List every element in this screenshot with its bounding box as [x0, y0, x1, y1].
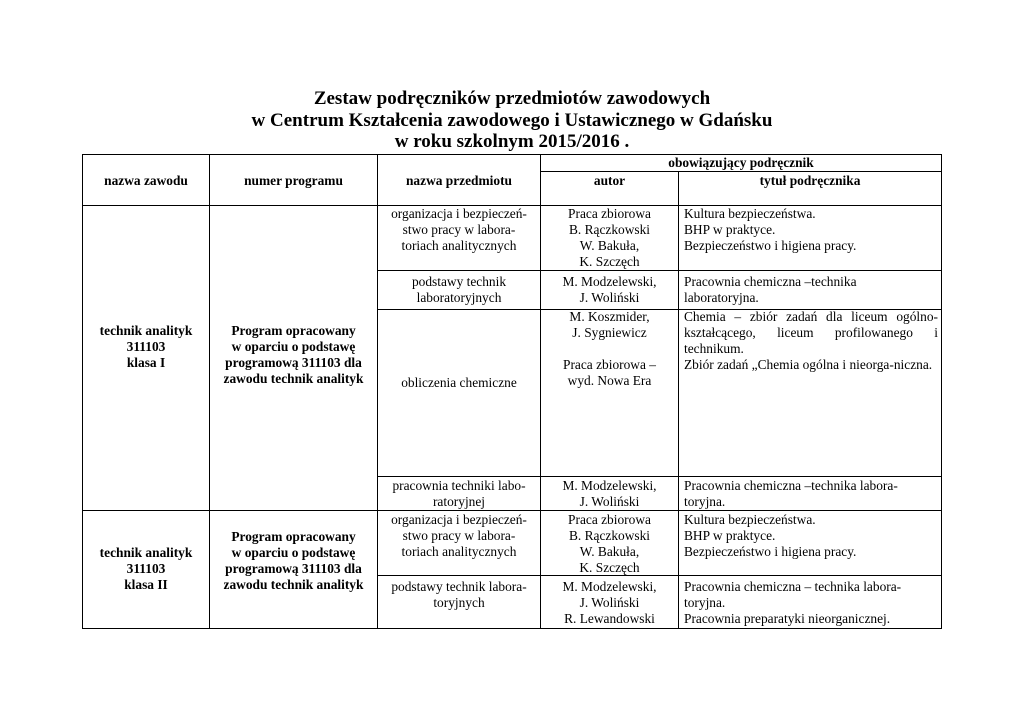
document-title-line-3: w roku szkolnym 2015/2016 . — [394, 131, 630, 152]
textbook-title-cell: Chemia – zbiór zadań dla liceum ogólno-kształcącego, liceum profilowanego i technikum. Zbiór zadań „Chemia ogólna i nieorga-niczna. — [684, 309, 938, 372]
subject-cell: pracownia techniki labo- ratoryjnej — [392, 478, 526, 509]
grid-line — [941, 154, 942, 629]
header-author: autor — [593, 173, 626, 188]
author-cell: Praca zbiorowa B. Rączkowski W. Bakuła, K. Szczęch — [568, 512, 651, 575]
textbook-title-cell: Kultura bezpieczeństwa. BHP w praktyce. Bezpieczeństwo i higiena pracy. — [684, 512, 857, 559]
author-cell: M. Modzelewski, J. Woliński — [562, 274, 657, 305]
subject-cell: organizacja i bezpieczeń- stwo pracy w labora- toriach analitycznych — [391, 512, 527, 559]
subject-cell: podstawy technik laboratoryjnych — [411, 274, 507, 305]
grid-line — [82, 510, 942, 511]
grid-line — [678, 171, 679, 629]
textbook-title-cell: Pracownia chemiczna – technika labora- toryjna. Pracownia preparatyki nieorganicznej. — [684, 579, 902, 626]
grid-line — [377, 476, 942, 477]
header-subject: nazwa przedmiotu — [405, 173, 512, 188]
subject-cell: podstawy technik labora- toryjnych — [391, 579, 527, 610]
document-title-line-1: Zestaw podręczników przedmiotów zawodowych — [313, 88, 711, 109]
subject-cell: obliczenia chemiczne — [401, 375, 517, 390]
author-cell: M. Modzelewski, J. Woliński R. Lewandowski — [562, 579, 657, 626]
author-cell: Praca zbiorowa B. Rączkowski W. Bakuła, K. Szczęch — [568, 206, 651, 269]
grid-line — [82, 628, 942, 629]
textbook-title-cell: Kultura bezpieczeństwa. BHP w praktyce. Bezpieczeństwo i higiena pracy. — [684, 206, 857, 253]
grid-line — [540, 171, 942, 172]
header-program-number: numer programu — [244, 173, 343, 188]
textbook-title-cell: Pracownia chemiczna –technika laboratoryjna. — [684, 274, 857, 305]
header-profession: nazwa zawodu — [104, 173, 188, 188]
subject-cell: organizacja i bezpieczeń- stwo pracy w labora- toriach analitycznych — [391, 206, 527, 253]
document-title-line-2: w Centrum Kształcenia zawodowego i Ustawicznego w Gdańsku — [251, 110, 773, 131]
header-textbook-group: obowiązujący podręcznik — [668, 155, 814, 170]
author-cell: M. Koszmider, J. Sygniewicz Praca zbiorowa – wyd. Nowa Era — [563, 309, 656, 388]
profession-cell: technik analityk 311103 klasa I — [99, 323, 193, 370]
textbook-title-cell: Pracownia chemiczna –technika labora- toryjna. — [684, 478, 898, 509]
author-cell: M. Modzelewski, J. Woliński — [562, 478, 657, 509]
header-textbook-title: tytuł podręcznika — [759, 173, 861, 188]
program-cell: Program opracowany w oparciu o podstawę programową 311103 dla zawodu technik analityk — [223, 529, 364, 592]
profession-cell: technik analityk 311103 klasa II — [99, 545, 193, 592]
program-cell: Program opracowany w oparciu o podstawę programową 311103 dla zawodu technik analityk — [223, 323, 364, 386]
grid-line — [377, 270, 942, 271]
